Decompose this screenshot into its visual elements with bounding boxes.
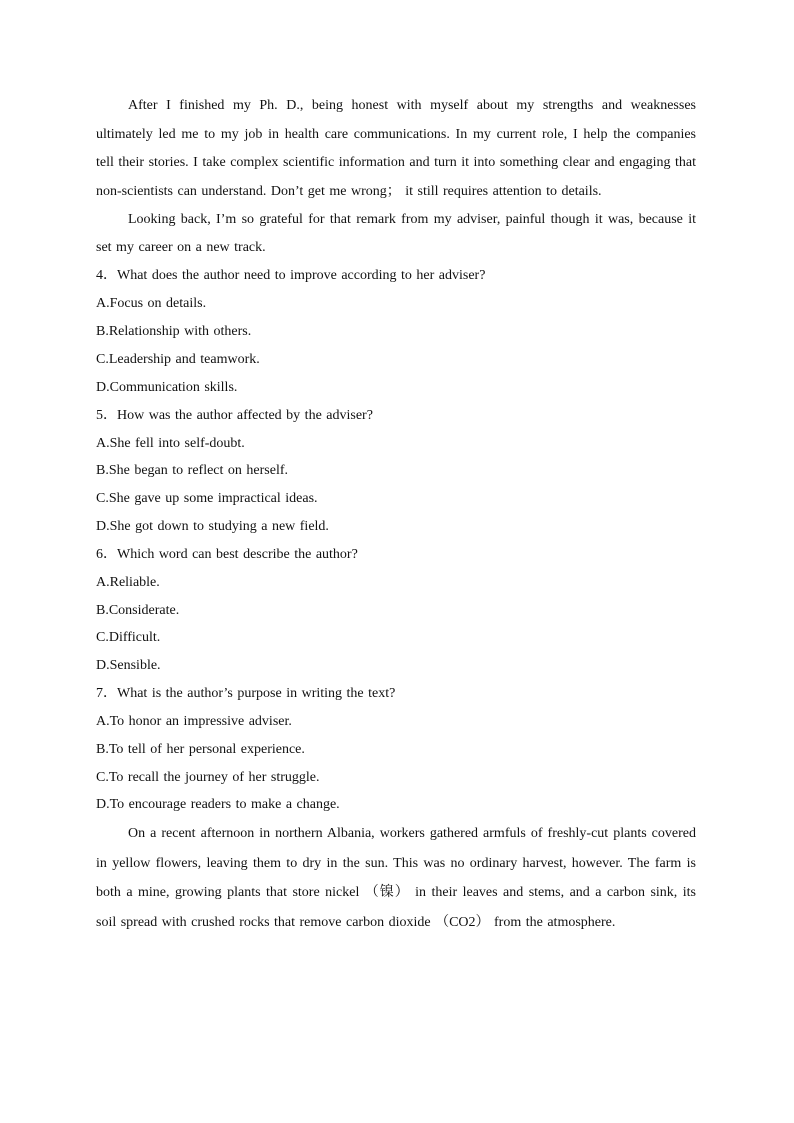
answer-option: D.Communication skills.: [96, 379, 238, 395]
question-6: [96, 541, 696, 680]
answer-option: D.Sensible.: [96, 658, 161, 674]
passage-two: [96, 819, 696, 937]
question-4: [96, 262, 696, 401]
question-5: [96, 402, 696, 541]
question-stem: 5．How was the author affected by the adviser?: [96, 407, 373, 423]
passage-paragraph: On a recent afternoon in northern Albania, workers gathered armfuls of freshly-cut plants covered in yellow flowers, leaving them to dry in the sun. This was no ordinary harvest, however. The farm is both a mine, growing plants that store nickel （镍） in their leaves and stems, and a carbon sink, its soil spread with crushed rocks that remove carbon dioxide （CO2） from the atmosphere.: [96, 826, 696, 930]
answer-option: A.Reliable.: [96, 574, 160, 590]
passage-paragraph: After I finished my Ph. D., being honest with myself about my strengths and weaknesses ultimately led me to my job in health care communications. In my current role, I help the companies tell their stories. I take complex scientific information and turn it into something clear and engaging that non-scientists can understand. Don’t get me wrong； it still requires attention to details.: [96, 98, 696, 199]
answer-option: C.Leadership and teamwork.: [96, 351, 260, 367]
answer-option: A.Focus on details.: [96, 296, 207, 312]
question-7: [96, 680, 696, 819]
answer-option: D.She got down to studying a new field.: [96, 518, 329, 534]
answer-option: B.To tell of her personal experience.: [96, 741, 305, 757]
question-stem: 6．Which word can best describe the author?: [96, 546, 358, 562]
answer-option: A.To honor an impressive adviser.: [96, 713, 292, 729]
answer-option: D.To encourage readers to make a change.: [96, 797, 340, 813]
answer-option: B.Relationship with others.: [96, 324, 252, 340]
document-page: [96, 92, 696, 937]
answer-option: C.Difficult.: [96, 630, 161, 646]
answer-option: B.Considerate.: [96, 602, 180, 618]
question-stem: 4．What does the author need to improve according to her adviser?: [96, 268, 486, 284]
answer-option: C.To recall the journey of her struggle.: [96, 769, 320, 785]
answer-option: A.She fell into self-doubt.: [96, 435, 245, 451]
passage-one: [96, 92, 696, 262]
answer-option: C.She gave up some impractical ideas.: [96, 491, 318, 507]
question-stem: 7．What is the author’s purpose in writing the text?: [96, 685, 396, 701]
answer-option: B.She began to reflect on herself.: [96, 463, 288, 479]
passage-paragraph: Looking back, I’m so grateful for that remark from my adviser, painful though it was, because it set my career on a new track.: [96, 212, 696, 256]
